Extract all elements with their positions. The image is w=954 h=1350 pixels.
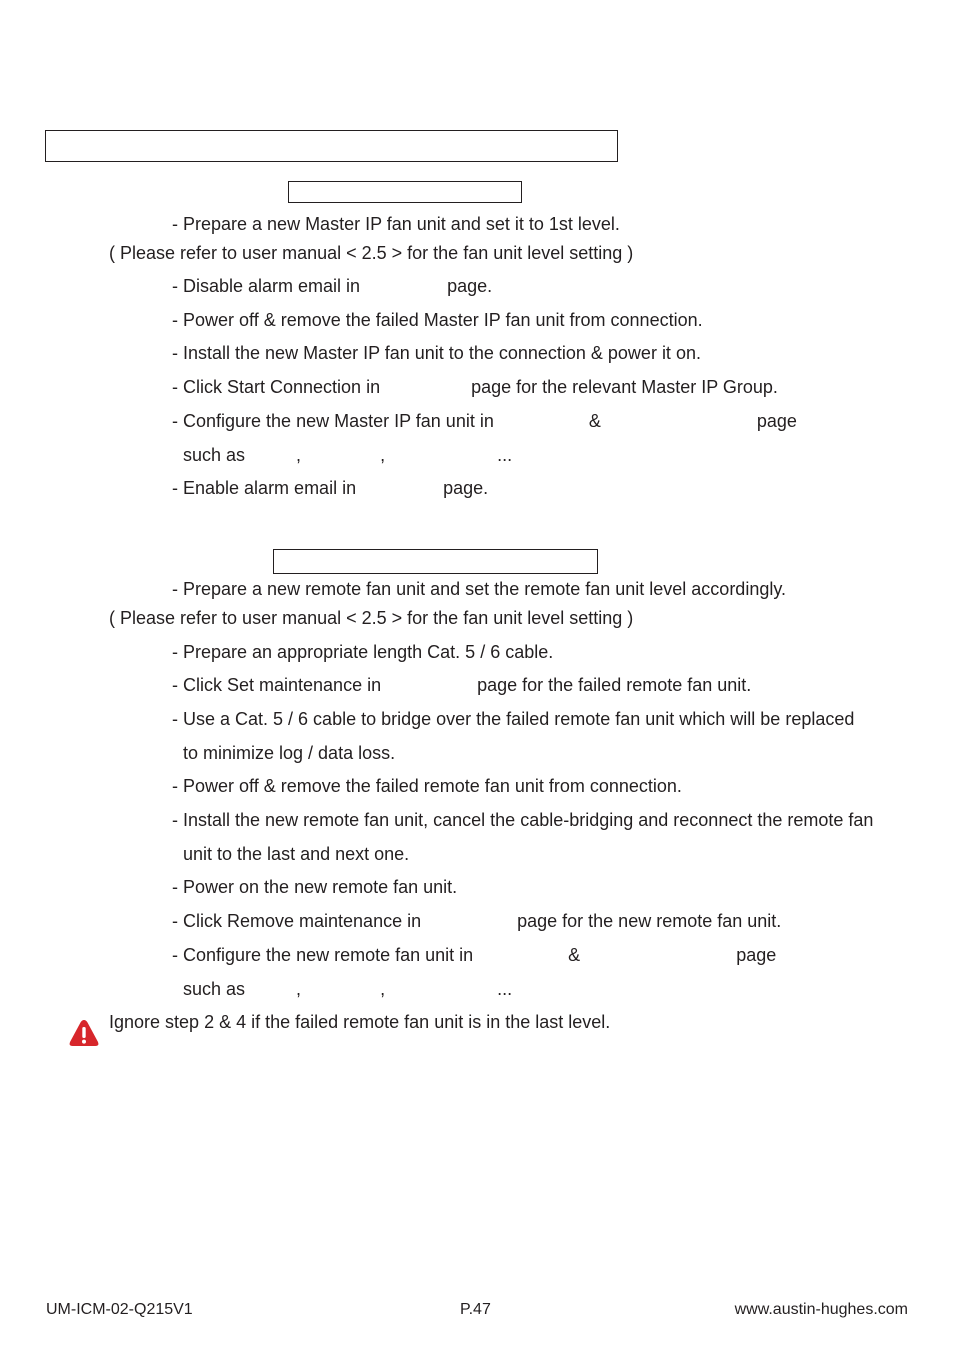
s1-such-as: such as: [183, 445, 246, 465]
footer-doc-id: UM-ICM-02-Q215V1: [46, 1301, 193, 1318]
s2-step1: - Prepare a new remote fan unit and set the remote fan unit level accordingly.: [172, 579, 787, 599]
s2-step9-b: &: [568, 945, 581, 965]
s2-step9-c: page: [736, 945, 777, 965]
s2-step5: - Power off & remove the failed remote fan unit from connection.: [172, 776, 682, 796]
s1-comma-1: ,: [296, 445, 302, 465]
s2-step3: [172, 674, 751, 696]
subsection-2-title-box: [273, 549, 598, 574]
s1-step6: [172, 410, 797, 432]
s2-step4: - Use a Cat. 5 / 6 cable to bridge over the failed remote fan unit which will be replaced: [172, 709, 855, 729]
s1-step2: [172, 275, 492, 297]
warning-icon: [68, 1018, 100, 1048]
s2-step6-cont: unit to the last and next one.: [183, 844, 410, 864]
s2-step2: - Prepare an appropriate length Cat. 5 / 6 cable.: [172, 642, 554, 662]
s1-step6-cont: [183, 444, 512, 466]
s1-step7-a: - Enable alarm email in: [172, 478, 357, 498]
s1-step1: - Prepare a new Master IP fan unit and set it to 1st level.: [172, 214, 620, 234]
s1-step2-a: - Disable alarm email in: [172, 276, 361, 296]
s2-step7: - Power on the new remote fan unit.: [172, 877, 458, 897]
s1-step3: - Power off & remove the failed Master IP fan unit from connection.: [172, 310, 703, 330]
s2-note: ( Please refer to user manual < 2.5 > for the fan unit level setting ): [109, 608, 634, 628]
s2-step9-cont: [183, 978, 512, 1000]
s2-step8-b: page for the new remote fan unit.: [517, 911, 782, 931]
s1-note: ( Please refer to user manual < 2.5 > for the fan unit level setting ): [109, 243, 634, 263]
s2-ellipsis: ...: [497, 979, 513, 999]
s2-step6: - Install the new remote fan unit, cancel the cable-bridging and reconnect the remote fan: [172, 810, 874, 830]
footer-website: www.austin-hughes.com: [734, 1301, 908, 1318]
s1-step5: [172, 376, 778, 398]
s1-step6-a: - Configure the new Master IP fan unit in: [172, 411, 494, 431]
s1-step6-b: &: [588, 411, 601, 431]
s1-step5-a: - Click Start Connection in: [172, 377, 381, 397]
s1-step7-b: page.: [443, 478, 489, 498]
s1-step6-c: page: [756, 411, 797, 431]
s1-step7: [172, 477, 488, 499]
s2-comma-1: ,: [296, 979, 302, 999]
subsection-1-title-box: [288, 181, 522, 203]
s2-step9: [172, 944, 776, 966]
s2-comma-2: ,: [380, 979, 386, 999]
s1-comma-2: ,: [380, 445, 386, 465]
note-text: Ignore step 2 & 4 if the failed remote fan unit is in the last level.: [109, 1012, 611, 1032]
s2-step4-cont: to minimize log / data loss.: [183, 743, 396, 763]
s1-step2-b: page.: [447, 276, 493, 296]
s2-such-as: such as: [183, 979, 246, 999]
s2-step3-b: page for the failed remote fan unit.: [477, 675, 752, 695]
s2-step3-a: - Click Set maintenance in: [172, 675, 382, 695]
s2-step9-a: - Configure the new remote fan unit in: [172, 945, 474, 965]
s2-step8-a: - Click Remove maintenance in: [172, 911, 422, 931]
s1-step5-b: page for the relevant Master IP Group.: [471, 377, 778, 397]
s1-step4: - Install the new Master IP fan unit to the connection & power it on.: [172, 343, 701, 363]
footer-page-number: P.47: [460, 1301, 491, 1318]
s2-step8: [172, 910, 781, 932]
section-title-box: [45, 130, 618, 162]
s1-ellipsis: ...: [497, 445, 513, 465]
